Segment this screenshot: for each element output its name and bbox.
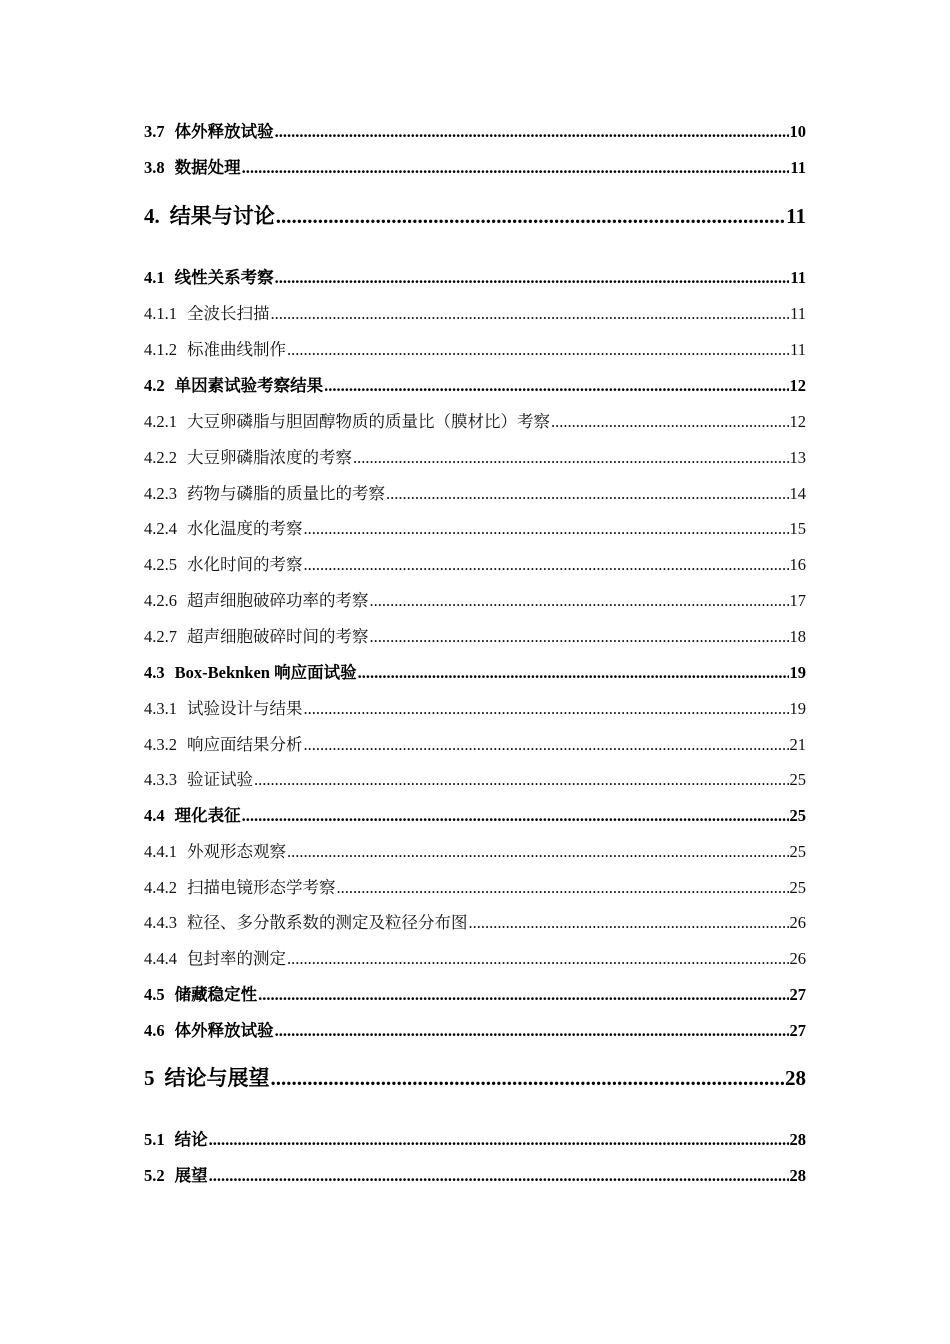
toc-entry-title: 试验设计与结果	[187, 699, 303, 718]
toc-entry-page: 13	[789, 448, 806, 467]
toc-entry-number: 4.2.1	[144, 412, 177, 431]
toc-entry-4-2-1[interactable]	[144, 408, 806, 432]
toc-entry-4-2-4[interactable]	[144, 515, 806, 539]
toc-leader-dots	[275, 268, 790, 288]
toc-entry-page: 26	[789, 949, 806, 968]
toc-entry-title: 储藏稳定性	[174, 985, 258, 1004]
toc-entry-page: 27	[789, 985, 806, 1004]
toc-entry-5-1[interactable]	[144, 1126, 806, 1150]
toc-entry-title: 水化温度的考察	[187, 519, 303, 538]
toc-entry-title: 结论与展望	[164, 1066, 270, 1090]
toc-entry-page: 10	[789, 122, 806, 141]
toc-entry-4-2-3[interactable]	[144, 480, 806, 504]
toc-leader-dots	[276, 204, 785, 229]
toc-entry-4-5[interactable]	[144, 981, 806, 1005]
toc-entry-title: 粒径、多分散系数的测定及粒径分布图	[187, 913, 468, 932]
toc-leader-dots	[304, 735, 789, 755]
toc-leader-dots	[258, 985, 788, 1005]
toc-entry-number: 5.1	[144, 1130, 165, 1149]
toc-entry-title: 结论	[174, 1130, 208, 1149]
toc-leader-dots	[275, 122, 789, 142]
toc-leader-dots	[370, 627, 789, 647]
toc-entry-number: 4.1.1	[144, 304, 177, 323]
toc-entry-number: 4.2.7	[144, 627, 177, 646]
toc-entry-number: 4.2	[144, 376, 165, 395]
toc-entry-title: 验证试验	[187, 770, 253, 789]
toc-leader-dots	[209, 1130, 789, 1150]
toc-entry-page: 12	[789, 412, 806, 431]
toc-leader-dots	[304, 699, 789, 719]
toc-entry-number: 3.8	[144, 158, 165, 177]
toc-entry-title: 线性关系考察	[174, 268, 274, 287]
toc-entry-4-3-1[interactable]	[144, 695, 806, 719]
toc-leader-dots	[242, 806, 789, 826]
toc-entry-number: 4.3.1	[144, 699, 177, 718]
toc-entry-4-6[interactable]	[144, 1017, 806, 1041]
toc-entry-number: 4.2.6	[144, 591, 177, 610]
toc-entry-title: 结果与讨论	[169, 204, 275, 228]
toc-entry-page: 11	[790, 304, 806, 323]
toc-entry-page: 11	[786, 204, 806, 228]
toc-entry-number: 4.4.3	[144, 913, 177, 932]
toc-entry-title: 外观形态观察	[187, 842, 286, 861]
toc-leader-dots	[370, 591, 789, 611]
toc-leader-dots	[469, 913, 789, 933]
toc-entry-number: 5	[144, 1066, 155, 1090]
toc-entry-number: 4.2.2	[144, 448, 177, 467]
toc-entry-4-1-1[interactable]	[144, 300, 806, 324]
toc-entry-title: 体外释放试验	[174, 1021, 274, 1040]
toc-leader-dots	[358, 663, 789, 683]
toc-leader-dots	[287, 340, 789, 360]
toc-leader-dots	[386, 484, 789, 504]
toc-leader-dots	[304, 519, 789, 539]
toc-entry-page: 28	[789, 1166, 806, 1185]
toc-entry-3-7[interactable]	[144, 118, 806, 142]
toc-leader-dots	[271, 1066, 785, 1091]
toc-entry-title: 扫描电镜形态学考察	[187, 878, 336, 897]
toc-entry-title: 包封率的测定	[187, 949, 286, 968]
toc-entry-page: 19	[789, 663, 806, 682]
toc-entry-title: 全波长扫描	[187, 304, 270, 323]
toc-entry-title: 超声细胞破碎功率的考察	[187, 591, 369, 610]
toc-entry-page: 17	[789, 591, 806, 610]
toc-entry-4-4-2[interactable]	[144, 874, 806, 898]
toc-entry-number: 4.1	[144, 268, 165, 287]
toc-leader-dots	[271, 304, 790, 324]
toc-entry-page: 28	[789, 1130, 806, 1149]
toc-entry-page: 16	[789, 555, 806, 574]
toc-entry-4-2-5[interactable]	[144, 551, 806, 575]
toc-entry-4-2[interactable]	[144, 372, 806, 396]
toc-entry-page: 28	[785, 1066, 806, 1090]
toc-entry-title: 数据处理	[174, 158, 241, 177]
toc-entry-page: 12	[789, 376, 806, 395]
toc-entry-number: 4.3	[144, 663, 165, 682]
toc-entry-4-3-3[interactable]	[144, 766, 806, 790]
toc-entry-number: 4.6	[144, 1021, 165, 1040]
toc-entry-4-4[interactable]	[144, 802, 806, 826]
toc-entry-4-3-2[interactable]	[144, 731, 806, 755]
toc-entry-number: 4.4.2	[144, 878, 177, 897]
toc-leader-dots	[337, 878, 789, 898]
toc-entry-number: 4.2.3	[144, 484, 177, 503]
toc-leader-dots	[304, 555, 789, 575]
toc-entry-5-2[interactable]	[144, 1162, 806, 1186]
toc-entry-5[interactable]	[144, 1062, 806, 1092]
toc-leader-dots	[209, 1166, 789, 1186]
toc-leader-dots	[324, 376, 788, 396]
toc-entry-title: 大豆卵磷脂浓度的考察	[187, 448, 352, 467]
toc-entry-number: 4.4.4	[144, 949, 177, 968]
toc-entry-number: 5.2	[144, 1166, 165, 1185]
toc-entry-title: 大豆卵磷脂与胆固醇物质的质量比（膜材比）考察	[187, 412, 550, 431]
toc-entry-page: 25	[789, 842, 806, 861]
toc-entry-number: 4.3.3	[144, 770, 177, 789]
toc-entry-title: 体外释放试验	[174, 122, 274, 141]
toc-entry-title: 展望	[174, 1166, 208, 1185]
toc-entry-4-4-1[interactable]	[144, 838, 806, 862]
toc-entry-title: 标准曲线制作	[187, 340, 286, 359]
toc-entry-page: 27	[789, 1021, 806, 1040]
toc-entry-page: 19	[789, 699, 806, 718]
toc-entry-title: 水化时间的考察	[187, 555, 303, 574]
toc-entry-page: 15	[789, 519, 806, 538]
toc-entry-page: 11	[790, 268, 806, 287]
toc-entry-number: 4.3.2	[144, 735, 177, 754]
toc-leader-dots	[242, 158, 790, 178]
toc-entry-number: 4.	[144, 204, 160, 228]
toc-entry-page: 25	[789, 878, 806, 897]
toc-entry-4-4-3[interactable]	[144, 909, 806, 933]
toc-leader-dots	[287, 949, 789, 969]
toc-leader-dots	[254, 770, 789, 790]
toc-leader-dots	[353, 448, 789, 468]
toc-entry-number: 4.1.2	[144, 340, 177, 359]
toc-entry-4-1-2[interactable]	[144, 336, 806, 360]
toc-entry-title: 理化表征	[174, 806, 241, 825]
toc-entry-4-2-2[interactable]	[144, 444, 806, 468]
toc-entry-number: 4.2.5	[144, 555, 177, 574]
toc-entry-page: 26	[789, 913, 806, 932]
toc-entry-title: 超声细胞破碎时间的考察	[187, 627, 369, 646]
toc-entry-number: 4.4	[144, 806, 165, 825]
toc-entry-4-2-7[interactable]	[144, 623, 806, 647]
toc-entry-number: 4.4.1	[144, 842, 177, 861]
toc-entry-title: Box-Beknken 响应面试验	[174, 663, 357, 682]
toc-entry-4[interactable]	[144, 200, 806, 230]
toc-entry-page: 25	[789, 770, 806, 789]
toc-entry-4-4-4[interactable]	[144, 945, 806, 969]
toc-entry-page: 25	[789, 806, 806, 825]
toc-entry-number: 4.2.4	[144, 519, 177, 538]
toc-entry-3-8[interactable]	[144, 154, 806, 178]
toc-entry-page: 11	[790, 340, 806, 359]
toc-entry-title: 单因素试验考察结果	[174, 376, 324, 395]
toc-entry-4-2-6[interactable]	[144, 587, 806, 611]
toc-entry-number: 4.5	[144, 985, 165, 1004]
toc-leader-dots	[275, 1021, 789, 1041]
toc-entry-page: 21	[789, 735, 806, 754]
toc-entry-title: 药物与磷脂的质量比的考察	[187, 484, 385, 503]
toc-entry-page: 18	[789, 627, 806, 646]
toc-entry-page: 14	[789, 484, 806, 503]
toc-leader-dots	[551, 412, 789, 432]
toc-entry-4-1[interactable]	[144, 264, 806, 288]
toc-entry-page: 11	[790, 158, 806, 177]
toc-entry-title: 响应面结果分析	[187, 735, 303, 754]
toc-entry-number: 3.7	[144, 122, 165, 141]
toc-entry-4-3[interactable]	[144, 659, 806, 683]
toc-leader-dots	[287, 842, 789, 862]
